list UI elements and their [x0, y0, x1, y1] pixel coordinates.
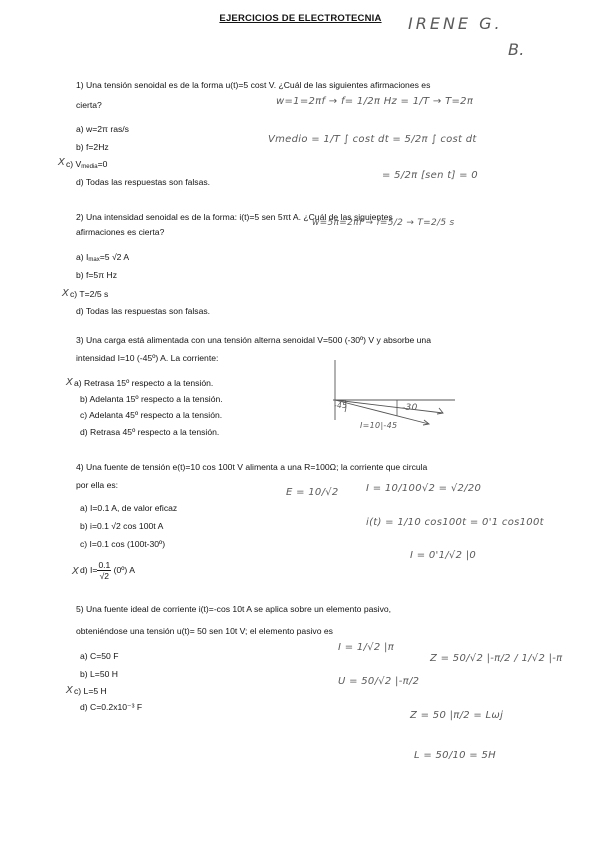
- q3-stem-line1: 3) Una carga está alimentada con una tensión alterna senoidal V=500 (-30º) V y absorbe una: [76, 335, 431, 345]
- page-title: EJERCICIOS DE ELECTROTECNIA: [219, 13, 382, 24]
- q5-option-a: a) C=50 F: [80, 651, 119, 661]
- q3-handwritten-angle: -30: [402, 403, 418, 413]
- q4-handwritten-line3: i(t) = 1/10 cos100t = 0'1 cos100t: [366, 517, 544, 528]
- q4-option-d: d) I= $\frac{0.1}{√2}$ (0º) A: [80, 560, 135, 582]
- q1-option-d: d) Todas las respuestas son falsas.: [76, 177, 211, 187]
- q4-option-b: b) i=0.1 √2 cos 100t A: [80, 521, 164, 531]
- q3-handwritten-current: I=10|-45: [360, 421, 398, 430]
- q2-option-d: d) Todas las respuestas son falsas.: [76, 306, 211, 316]
- q1-handwritten-line1: w=1=2πf → f= 1/2π Hz = 1/T → T=2π: [276, 96, 474, 107]
- q4-option-a: a) I=0.1 A, de valor eficaz: [80, 503, 178, 513]
- q3-option-b: b) Adelanta 15º respecto a la tensión.: [80, 394, 223, 404]
- handwritten-group-mark: B.: [508, 40, 525, 59]
- q5-handwritten-line1: I = 1/√2 |π: [338, 642, 395, 653]
- q5-handwritten-line2: U = 50/√2 |-π/2: [338, 676, 420, 687]
- q3-option-c: c) Adelanta 45º respecto a la tensión.: [80, 410, 223, 420]
- handwritten-name: IRENE G.: [408, 14, 503, 33]
- q4-option-d-fraction: $\frac{0.1}{√2}$: [98, 560, 111, 582]
- q2-option-b: b) f=5π Hz: [76, 270, 118, 280]
- q5-handwritten-line4: Z = 50 |π/2 = Lωj: [410, 710, 504, 721]
- q5-option-d: d) C=0.2x10⁻³ F: [80, 702, 143, 712]
- q2-stem-line2: afirmaciones es cierta?: [76, 227, 165, 237]
- q4-stem-line1: 4) Una fuente de tensión e(t)=10 cos 100t V alimenta a una R=100Ω; la corriente que circula: [76, 462, 428, 472]
- q4-handwritten-line2: I = 10/100√2 = √2/20: [366, 483, 482, 494]
- q2-handwritten-line1: w=5π=2πf → f=5/2 → T=2/5 s: [312, 218, 455, 228]
- q1-handwritten-line2: Vmedio = 1/T ∫ cost dt = 5/2π ∫ cost dt: [268, 134, 477, 145]
- q1-option-c: c) $V_{media}=0$: [66, 159, 108, 170]
- q4-stem-line2: por ella es:: [76, 480, 119, 490]
- q5-option-b: b) L=50 H: [80, 669, 118, 679]
- q5-stem-line2: obteniéndose una tensión u(t)= 50 sen 10t V; el elemento pasivo es: [76, 626, 333, 636]
- q4-handwritten-line4: I = 0'1/√2 |0: [410, 550, 477, 561]
- q1-option-a: a) w=2π ras/s: [76, 124, 129, 134]
- q4-answer-mark: X: [72, 566, 79, 577]
- q4-handwritten-line1: E = 10/√2: [286, 487, 339, 498]
- q3-option-d: d) Retrasa 45º respecto a la tensión.: [80, 427, 220, 437]
- q2-answer-mark: X: [62, 288, 69, 299]
- q3-option-a: a) Retrasa 15º respecto a la tensión.: [74, 378, 214, 388]
- q1-stem-line1: 1) Una tensión senoidal es de la forma u(t)=5 cost V. ¿Cuál de las siguientes afirmaciones es: [76, 80, 431, 90]
- q5-stem-line1: 5) Una fuente ideal de corriente i(t)=-cos 10t A se aplica sobre un elemento pasivo,: [76, 604, 392, 614]
- q4-option-c: c) I=0.1 cos (100t-30º): [80, 539, 166, 549]
- q1-option-b: b) f=2Hz: [76, 142, 109, 152]
- q3-stem-line2: intensidad I=10 (-45º) A. La corriente:: [76, 353, 219, 363]
- q5-answer-mark: X: [66, 685, 73, 696]
- q2-option-c: c) T=2/5 s: [70, 289, 109, 299]
- q1-answer-mark: X: [58, 157, 65, 168]
- q2-stem-line1: 2) Una intensidad senoidal es de la forma: i(t)=5 sen 5πt A. ¿Cuál de las siguientes: [76, 212, 393, 222]
- q3-handwritten-angle2: -45: [334, 401, 348, 410]
- q5-handwritten-line3: Z = 50/√2 |-π/2 / 1/√2 |-π: [430, 653, 563, 664]
- q3-answer-mark: X: [66, 377, 73, 388]
- q1-handwritten-line3: = 5/2π [sen t] = 0: [382, 170, 478, 181]
- q2-option-a: a) $I_{max}=5$ √2 A: [76, 252, 130, 263]
- q1-stem-line2: cierta?: [76, 100, 102, 110]
- q5-option-c: c) L=5 H: [74, 686, 107, 696]
- q5-handwritten-line5: L = 50/10 = 5H: [414, 750, 496, 761]
